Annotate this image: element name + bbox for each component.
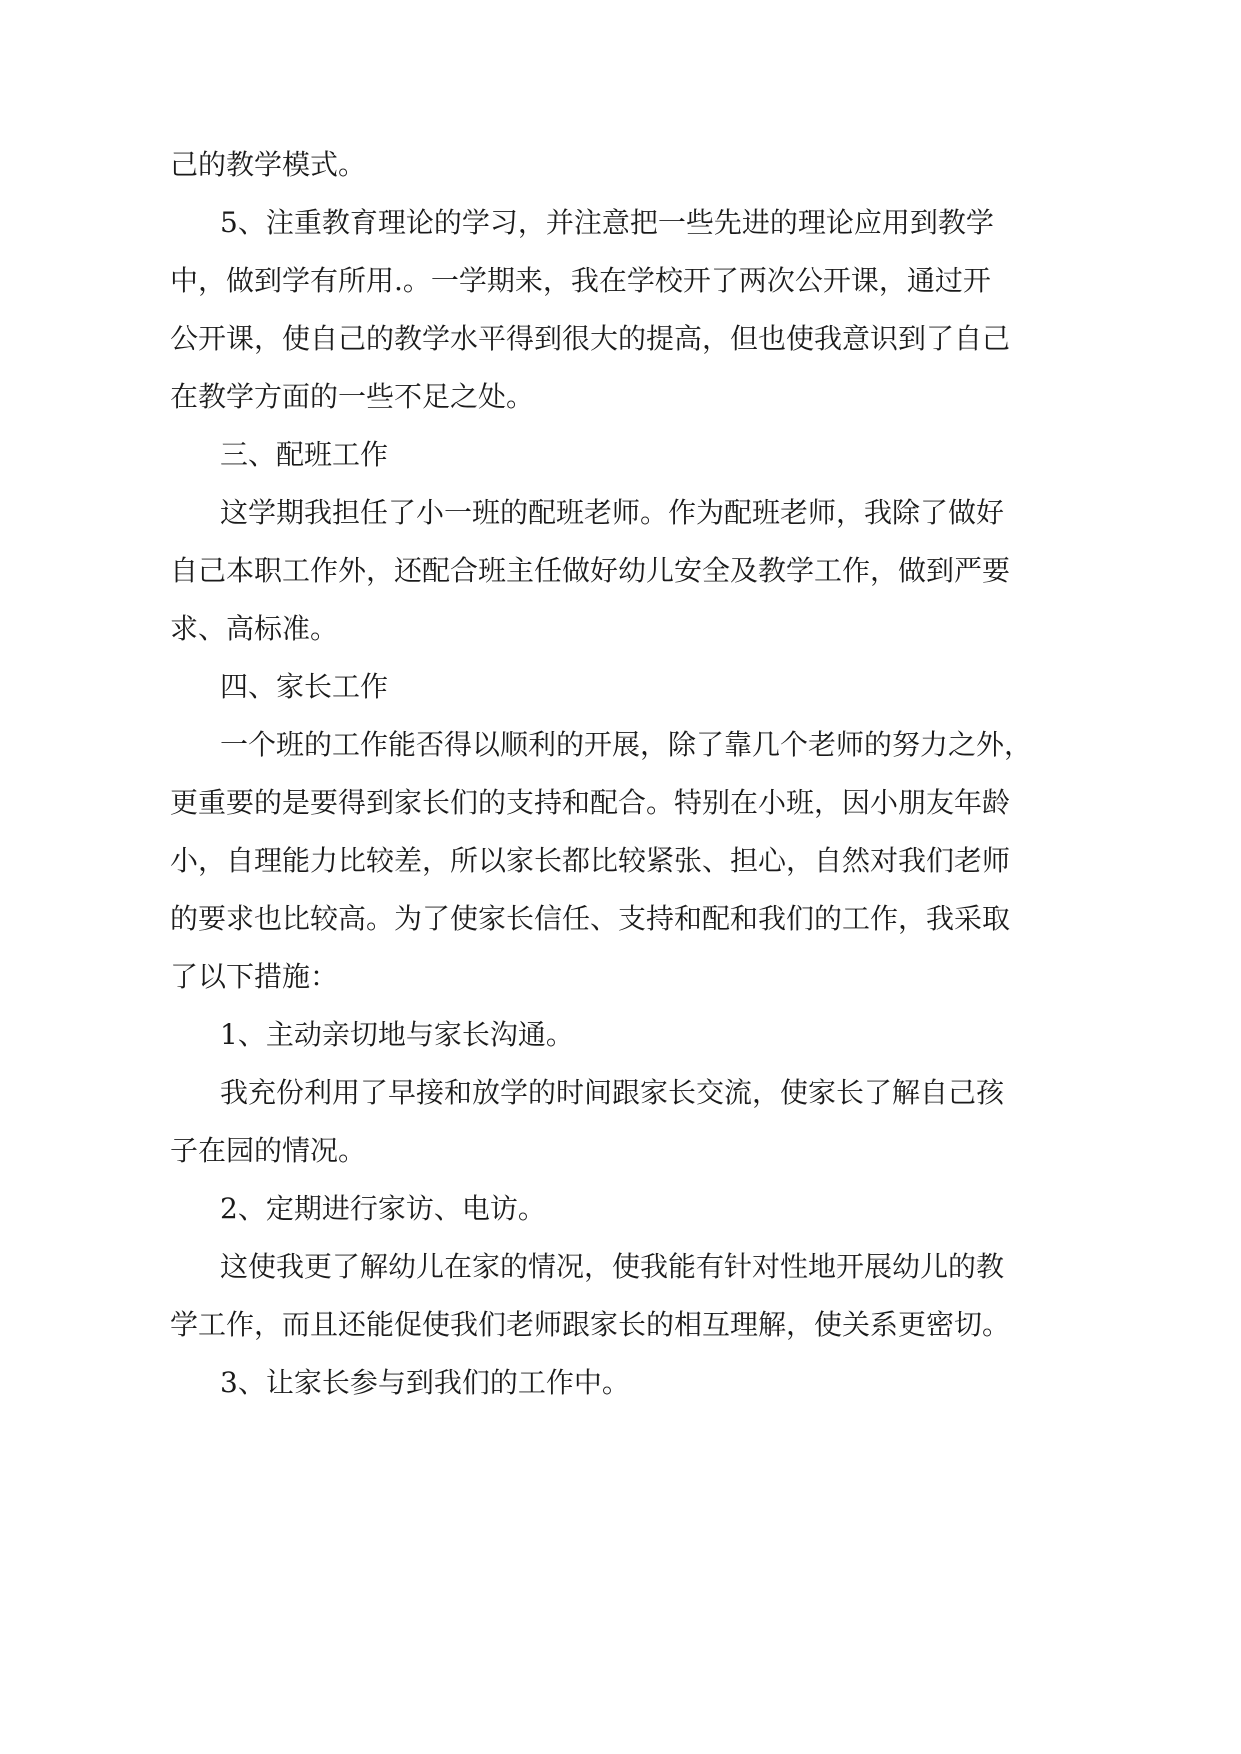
text-line: 己的教学模式。	[170, 148, 367, 181]
text-line: 自己本职工作外，还配合班主任做好幼儿安全及教学工作，做到严要	[170, 554, 1011, 587]
text-line: 在教学方面的一些不足之处。	[170, 380, 535, 413]
text-line: 学工作，而且还能促使我们老师跟家长的相互理解，使关系更密切。	[170, 1308, 1011, 1341]
list-item-heading: 2、定期进行家访、电访。	[220, 1192, 546, 1225]
text-line: 这使我更了解幼儿在家的情况，使我能有针对性地开展幼儿的教	[220, 1250, 1005, 1283]
text-line: 子在园的情况。	[170, 1134, 367, 1167]
list-item-heading: 3、让家长参与到我们的工作中。	[220, 1366, 630, 1399]
text-line: 5、注重教育理论的学习，并注意把一些先进的理论应用到教学	[220, 206, 994, 239]
text-line: 我充份利用了早接和放学的时间跟家长交流，使家长了解自己孩	[220, 1076, 1005, 1109]
text-line: 公开课，使自己的教学水平得到很大的提高，但也使我意识到了自己	[170, 322, 1011, 355]
list-item-heading: 1、主动亲切地与家长沟通。	[220, 1018, 574, 1051]
text-line: 了以下措施：	[170, 960, 339, 993]
text-line: 求、高标准。	[170, 612, 339, 645]
text-line: 的要求也比较高。为了使家长信任、支持和配和我们的工作，我采取	[170, 902, 1011, 935]
text-line: 一个班的工作能否得以顺利的开展，除了靠几个老师的努力之外，	[220, 728, 1033, 761]
text-line: 这学期我担任了小一班的配班老师。作为配班老师，我除了做好	[220, 496, 1005, 529]
section-heading: 四、家长工作	[220, 670, 389, 703]
text-line: 小，自理能力比较差，所以家长都比较紧张、担心，自然对我们老师	[170, 844, 1011, 877]
text-line: 更重要的是要得到家长们的支持和配合。特别在小班，因小朋友年龄	[170, 786, 1011, 819]
text-line: 中，做到学有所用.。一学期来，我在学校开了两次公开课，通过开	[170, 264, 991, 297]
section-heading: 三、配班工作	[220, 438, 389, 471]
